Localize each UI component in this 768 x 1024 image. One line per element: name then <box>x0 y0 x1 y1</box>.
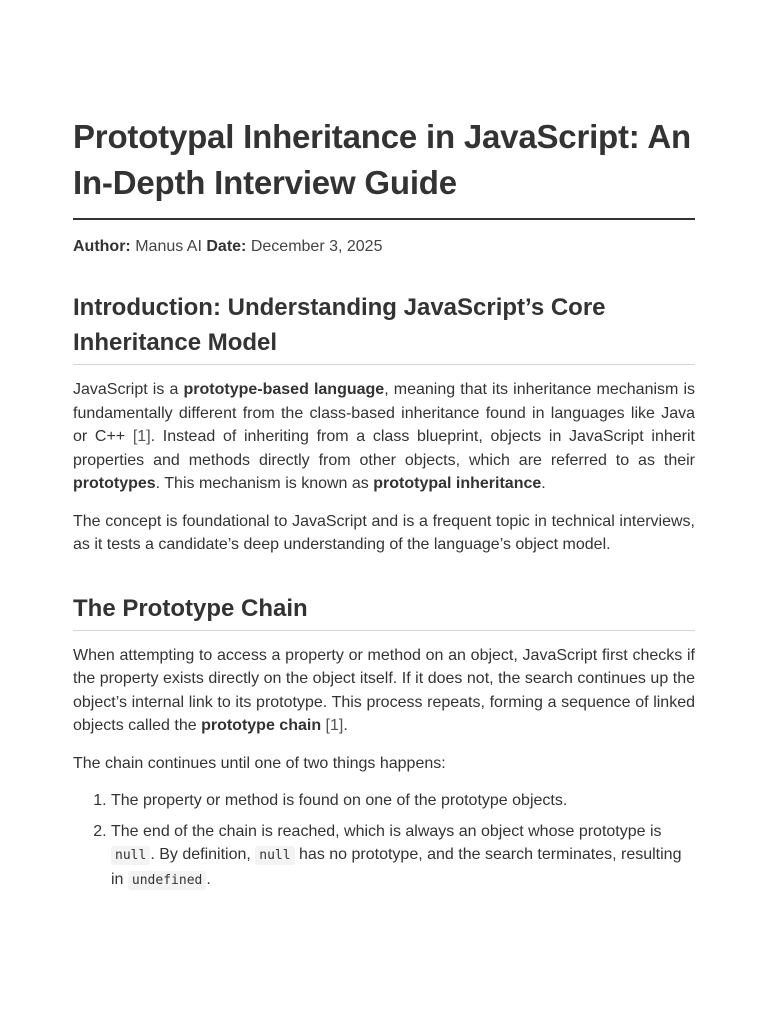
inline-code: null <box>111 846 150 865</box>
bold-term: prototype chain <box>201 717 322 734</box>
text-span: . This mechanism is known as <box>155 475 374 492</box>
text-span: When attempting to access a property or method on an object, JavaScript first checks if the property exists directly on the object itself. If it does not, the search continues up the object’s internal link to its prototype. This process repeats, forming a sequence of linked objects called the <box>73 646 695 734</box>
bold-term: prototype-based language <box>183 381 385 398</box>
text-span: . Instead of inheriting from a class blueprint, objects in JavaScript inherit properties and methods directly from other objects, which are referred to as their <box>73 428 695 469</box>
date-value: December 3, 2025 <box>250 238 383 255</box>
text-span: . <box>541 475 546 492</box>
document-meta <box>73 236 695 258</box>
author-name: Manus AI <box>135 238 202 255</box>
chain-paragraph-1 <box>73 644 695 738</box>
date-label: Date: <box>206 238 247 255</box>
chain-termination-list <box>73 789 695 892</box>
inline-code: null <box>255 846 294 865</box>
intro-paragraph-2: The concept is foundational to JavaScript and is a frequent topic in technical interviews, as it tests a candidate’s deep understanding of the language’s object model. <box>73 512 695 553</box>
text-span: . By definition, <box>150 846 256 863</box>
page-title: Prototypal Inheritance in JavaScript: An In-Depth Interview Guide <box>73 114 695 220</box>
bold-term: prototypal inheritance <box>373 475 542 492</box>
text-span: JavaScript is a <box>73 381 184 398</box>
chain-paragraph-2: The chain continues until one of two things happens: <box>73 754 446 772</box>
prototype-chain-heading: The Prototype Chain <box>73 591 695 631</box>
author-label: Author: <box>73 238 131 255</box>
citation-ref: [1] <box>325 717 344 734</box>
citation-ref: [1] <box>132 428 151 445</box>
text-span: has no prototype, and the search terminates, resulting in <box>111 846 682 888</box>
intro-paragraph-1 <box>73 378 695 496</box>
list-item <box>111 820 695 893</box>
text-span: . <box>206 870 211 888</box>
list-item: 1. The property or method is found on one of the prototype objects. <box>111 789 695 813</box>
text-span: The end of the chain is reached, which is always an object whose prototype is <box>111 822 662 840</box>
text-span: . <box>343 717 348 734</box>
document-page <box>73 0 695 892</box>
bold-term: prototypes <box>73 475 156 492</box>
text-span: , meaning that its inheritance mechanism is fundamentally different from the class-based inheritance found in languages like Java or C++ <box>73 381 696 445</box>
inline-code: undefined <box>128 871 206 890</box>
intro-heading: Introduction: Understanding JavaScript’s Core Inheritance Model <box>73 290 695 365</box>
